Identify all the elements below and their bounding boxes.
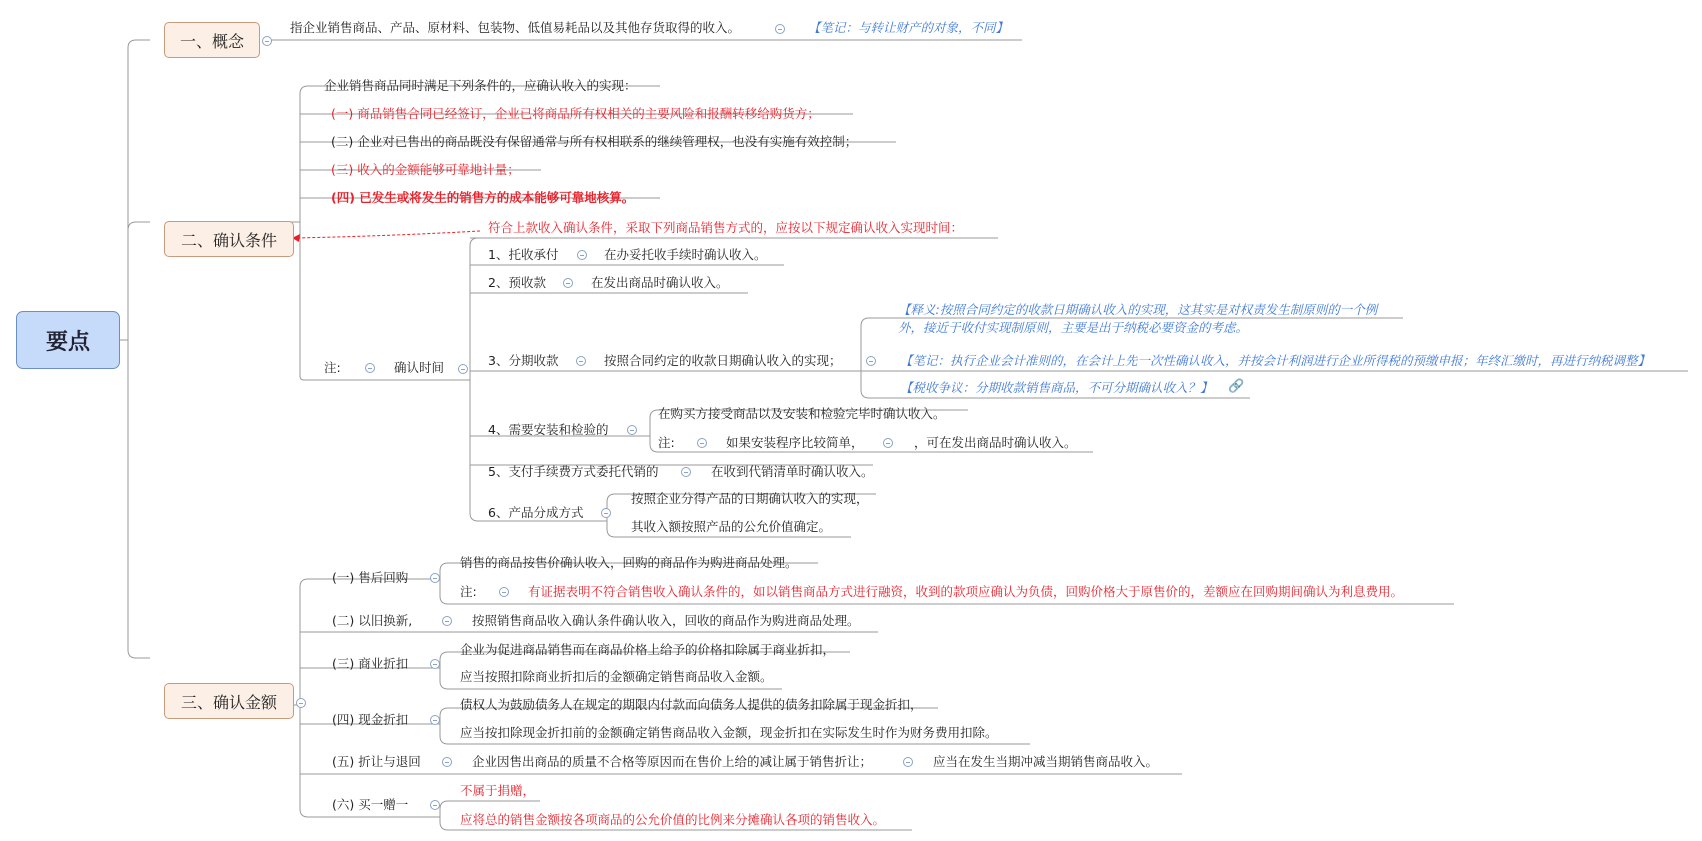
collapse-icon[interactable] xyxy=(681,467,691,477)
method-4-label: 4、需要安装和检验的 xyxy=(488,422,609,437)
method-2-text: 在发出商品时确认收入。 xyxy=(591,275,729,290)
method-3-text: 按照合同约定的收款日期确认收入的实现； xyxy=(604,353,842,368)
method-6-text-2: 其收入额按照产品的公允价值确定。 xyxy=(631,519,832,534)
collapse-icon[interactable] xyxy=(442,616,452,626)
method-1-label: 1、托收承付 xyxy=(488,247,559,262)
method-6-text-1: 按照企业分得产品的日期确认收入的实现， xyxy=(631,491,869,506)
method-4-text-1: 在购买方接受商品以及安装和检验完毕时确认收入。 xyxy=(658,406,946,421)
collapse-icon[interactable] xyxy=(430,573,440,583)
collapse-icon[interactable] xyxy=(576,356,586,366)
amount-5-text-1: 企业因售出商品的质量不合格等原因而在售价上给的减让属于销售折让； xyxy=(472,754,873,769)
branch-concept[interactable]: 一、概念 xyxy=(164,22,260,58)
amount-1-label: (一) 售后回购 xyxy=(332,570,409,585)
method-3-note-1b: 外，接近于收付实现制原则，主要是出于纳税必要资金的考虑。 xyxy=(898,320,1249,335)
collapse-icon[interactable] xyxy=(601,508,611,518)
collapse-icon[interactable] xyxy=(866,356,876,366)
method-5-text: 在收到代销清单时确认收入。 xyxy=(711,464,874,479)
branch-amount[interactable]: 三、确认金额 xyxy=(164,683,294,719)
link-icon[interactable]: 🔗 xyxy=(1228,379,1245,394)
condition-3: (三) 收入的金额能够可靠地计量； xyxy=(331,162,520,177)
amount-6-text-1: 不属于捐赠， xyxy=(460,783,536,798)
method-3-note-2: 【笔记：执行企业会计准则的，在会计上先一次性确认收入，并按会计利润进行企业所得税的预缴申报；年终汇缴时，再进行纳税调整】 xyxy=(900,353,1651,368)
method-3-note-3: 【税收争议：分期收款销售商品，不可分期确认收入？】 xyxy=(900,380,1213,395)
amount-1-text-2: 有证据表明不符合销售收入确认条件的，如以销售商品方式进行融资，收到的款项应确认为负债，回购价格大于原售价的，差额应在回购期间确认为利息费用。 xyxy=(528,584,1404,599)
collapse-icon[interactable] xyxy=(577,250,587,260)
condition-2: (二) 企业对已售出的商品既没有保留通常与所有权相联系的继续管理权，也没有实施有效控制； xyxy=(331,134,858,149)
method-2-label: 2、预收款 xyxy=(488,275,546,290)
amount-1-note-label: 注: xyxy=(460,584,477,599)
method-4-text-2: 如果安装程序比较简单， xyxy=(726,435,864,450)
collapse-icon[interactable] xyxy=(442,757,452,767)
concept-text: 指企业销售商品、产品、原材料、包装物、低值易耗品以及其他存货取得的收入。 xyxy=(290,20,741,35)
condition-4: (四) 已发生或将发生的销售方的成本能够可靠地核算。 xyxy=(331,190,635,205)
collapse-icon[interactable] xyxy=(430,659,440,669)
collapse-icon[interactable] xyxy=(563,278,573,288)
collapse-icon[interactable] xyxy=(430,715,440,725)
amount-2-label: (二) 以旧换新, xyxy=(332,613,413,628)
amount-1-text-1: 销售的商品按售价确认收入，回购的商品作为购进商品处理。 xyxy=(460,555,798,570)
method-4-note-label: 注: xyxy=(658,435,675,450)
collapse-icon[interactable] xyxy=(775,24,785,34)
amount-4-text-2: 应当按扣除现金折扣前的金额确定销售商品收入金额，现金折扣在实际发生时作为财务费用扣除。 xyxy=(460,725,998,740)
method-3-note-1a: 【释义:按照合同约定的收款日期确认收入的实现，这其实是对权责发生制原则的一个例 xyxy=(898,302,1378,317)
amount-6-label: (六) 买一赠一 xyxy=(332,797,409,812)
amount-3-text-1: 企业为促进商品销售而在商品价格上给予的价格扣除属于商业折扣， xyxy=(460,642,836,657)
amount-3-text-2: 应当按照扣除商业折扣后的金额确定销售商品收入金额。 xyxy=(460,669,773,684)
condition-1: (一) 商品销售合同已经签订，企业已将商品所有权相关的主要风险和报酬转移给购货方； xyxy=(331,106,820,121)
amount-6-text-2: 应将总的销售金额按各项商品的公允价值的比例来分摊确认各项的销售收入。 xyxy=(460,812,886,827)
amount-5-label: (五) 折让与退回 xyxy=(332,754,421,769)
method-5-label: 5、支付手续费方式委托代销的 xyxy=(488,464,659,479)
recognition-time-intro: 符合上款收入确认条件，采取下列商品销售方式的，应按以下规定确认收入实现时间： xyxy=(488,220,964,235)
collapse-icon[interactable] xyxy=(262,36,272,46)
amount-5-text-2: 应当在发生当期冲减当期销售商品收入。 xyxy=(933,754,1159,769)
collapse-icon[interactable] xyxy=(697,438,707,448)
concept-note: 【笔记：与转让财产的对象，不同】 xyxy=(808,20,1009,35)
collapse-icon[interactable] xyxy=(430,800,440,810)
collapse-icon[interactable] xyxy=(627,425,637,435)
amount-2-text: 按照销售商品收入确认条件确认收入，回收的商品作为购进商品处理。 xyxy=(472,613,860,628)
method-3-label: 3、分期收款 xyxy=(488,353,559,368)
method-4-text-3: ，可在发出商品时确认收入。 xyxy=(914,435,1077,450)
method-1-text: 在办妥托收手续时确认收入。 xyxy=(604,247,767,262)
amount-4-text-1: 债权人为鼓励债务人在规定的期限内付款而向债务人提供的债务扣除属于现金折扣， xyxy=(460,697,923,712)
collapse-icon[interactable] xyxy=(903,757,913,767)
collapse-icon[interactable] xyxy=(499,587,509,597)
recognition-time-label: 确认时间 xyxy=(394,360,445,375)
root-topic[interactable]: 要点 xyxy=(16,311,120,369)
conditions-intro: 企业销售商品同时满足下列条件的，应确认收入的实现： xyxy=(324,78,637,93)
note-label: 注: xyxy=(324,360,341,375)
method-6-label: 6、产品分成方式 xyxy=(488,505,584,520)
collapse-icon[interactable] xyxy=(458,364,468,374)
amount-3-label: (三) 商业折扣 xyxy=(332,656,409,671)
amount-4-label: (四) 现金折扣 xyxy=(332,712,409,727)
collapse-icon[interactable] xyxy=(296,698,306,708)
collapse-icon[interactable] xyxy=(365,363,375,373)
collapse-icon[interactable] xyxy=(883,438,893,448)
branch-conditions[interactable]: 二、确认条件 xyxy=(164,221,294,257)
